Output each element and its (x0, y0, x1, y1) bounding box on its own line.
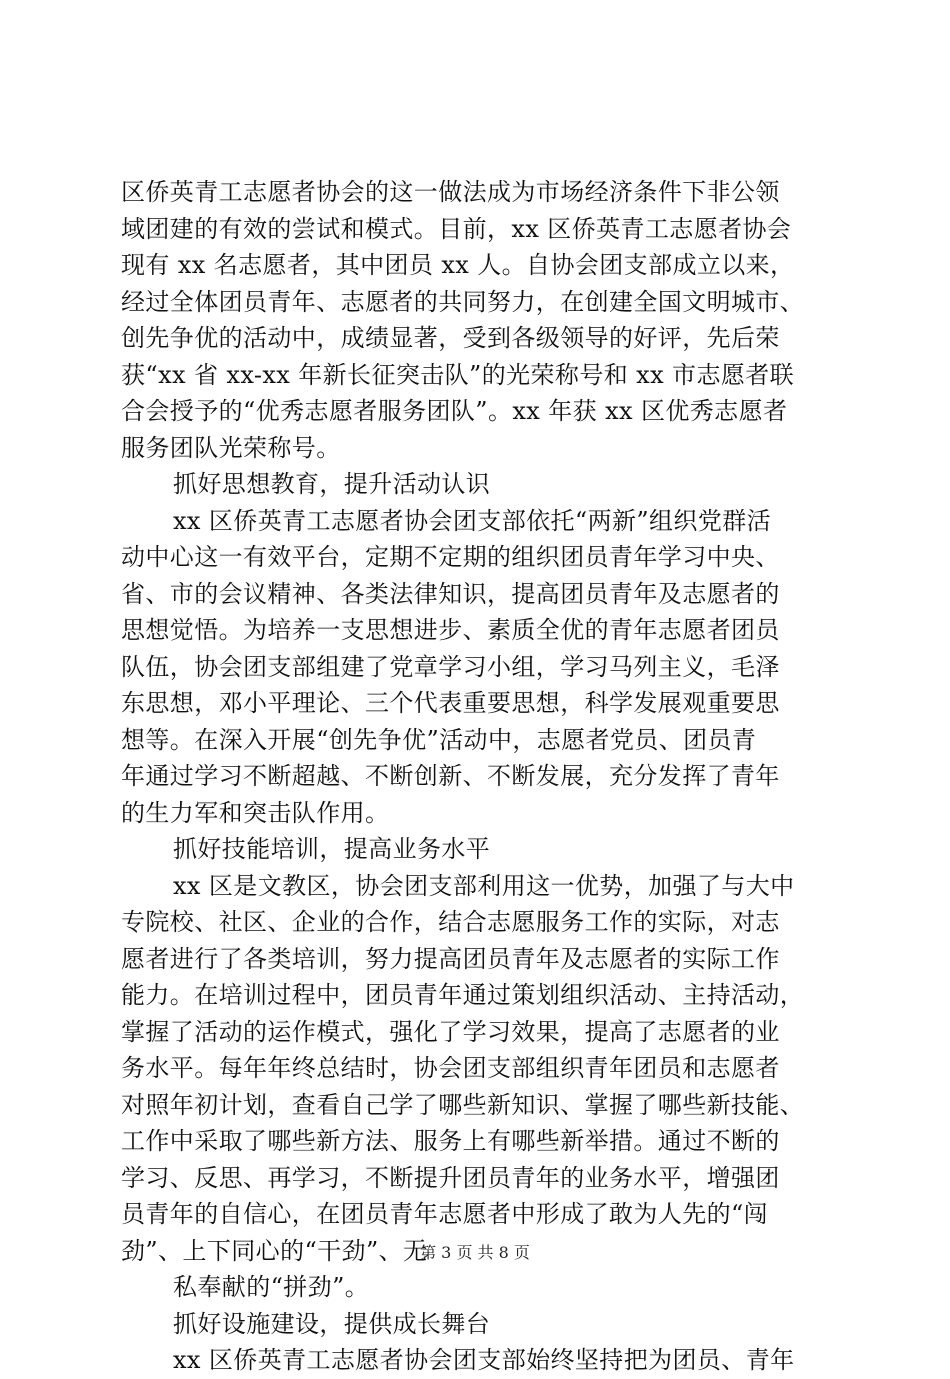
text-line: 省、市的会议精神、各类法律知识，提高团员青年及志愿者的 (121, 579, 780, 608)
text-line: 东思想，邓小平理论、三个代表重要思想，科学发展观重要思 (121, 689, 780, 717)
text-line: 务水平。每年年终总结时，协会团支部组织青年团员和志愿者 (121, 1054, 780, 1082)
text-line: 抓好设施建设，提供成长舞台 (173, 1309, 491, 1338)
text-line: 抓好思想教育，提升活动认识 (173, 470, 491, 498)
text-line: 愿者进行了各类培训，努力提高团员青年及志愿者的实际工作 (121, 944, 780, 973)
text-line: 专院校、社区、企业的合作，结合志愿服务工作的实际，对志 (121, 908, 780, 936)
text-line: 对照年初计划，查看自己学了哪些新知识、掌握了哪些新技能、 (121, 1090, 805, 1119)
text-line: 经过全体团员青年、志愿者的共同努力，在创建全国文明城市、 (121, 287, 805, 316)
text-line: 工作中采取了哪些新方法、服务上有哪些新举措。通过不断的 (121, 1127, 780, 1155)
text-line: 思想觉悟。为培养一支思想进步、素质全优的青年志愿者团员 (121, 616, 780, 644)
text-line: 学习、反思、再学习，不断提升团员青年的业务水平，增强团 (121, 1163, 780, 1192)
text-line: 抓好技能培训，提高业务水平 (173, 835, 491, 863)
text-line: 服务团队光荣称号。 (121, 433, 341, 462)
text-line: 能力。在培训过程中，团员青年通过策划组织活动、主持活动， (121, 981, 805, 1009)
text-line: 员青年的自信心，在团员青年志愿者中形成了敢为人先的“闯 (121, 1200, 769, 1228)
text-line: 年通过学习不断超越、不断创新、不断发展，充分发挥了青年 (121, 762, 780, 790)
text-line: 合会授予的“优秀志愿者服务团队”。xx 年获 xx 区优秀志愿者 (121, 397, 788, 425)
text-line: 域团建的有效的尝试和模式。目前，xx 区侨英青工志愿者协会 (121, 214, 792, 243)
text-line: xx 区侨英青工志愿者协会团支部始终坚持把为团员、青年 (173, 1346, 795, 1374)
text-line: 获“xx 省 xx-xx 年新长征突击队”的光荣称号和 xx 市志愿者联 (121, 360, 795, 389)
text-line: 掌握了活动的运作模式，强化了学习效果，提高了志愿者的业 (121, 1017, 780, 1046)
page-footer: 第 3 页 共 8 页 (420, 1243, 530, 1262)
text-line: xx 区是文教区，协会团支部利用这一优势，加强了与大中 (173, 871, 795, 900)
text-line: 想等。在深入开展“创先争优”活动中，志愿者党员、团员青 (121, 725, 757, 754)
text-line: 劲”、上下同心的“干劲”、无 (121, 1236, 428, 1265)
text-line: 的生力军和突击队作用。 (121, 798, 390, 827)
text-line: 动中心这一有效平台，定期不定期的组织团员青年学习中央、 (121, 543, 780, 571)
text-line: 创先争优的活动中，成绩显著，受到各级领导的好评，先后荣 (121, 324, 780, 352)
text-line: xx 区侨英青工志愿者协会团支部依托“两新”组织党群活 (173, 506, 772, 535)
text-line: 队伍，协会团支部组建了党章学习小组，学习马列主义，毛泽 (121, 652, 780, 681)
document-body (121, 174, 841, 1379)
text-line: 区侨英青工志愿者协会的这一做法成为市场经济条件下非公领 (121, 178, 780, 206)
text-line: 现有 xx 名志愿者，其中团员 xx 人。自协会团支部成立以来， (121, 251, 795, 279)
text-line: 私奉献的“拼劲”。 (173, 1273, 370, 1301)
